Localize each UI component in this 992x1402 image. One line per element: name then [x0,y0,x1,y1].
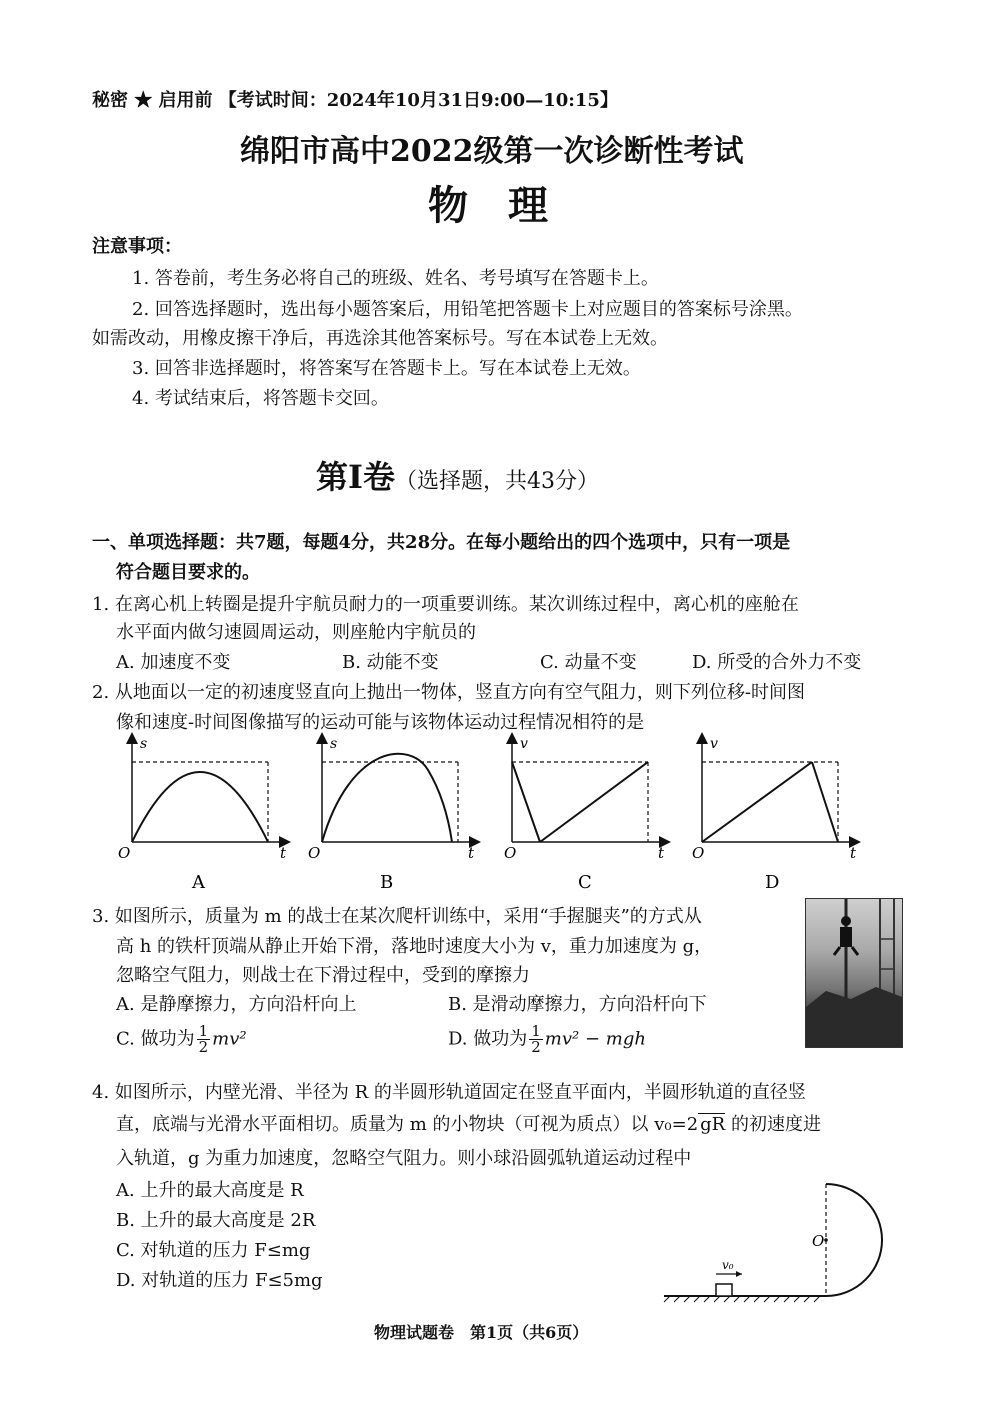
page-footer: 物理试题卷 第1页（共6页） [374,1323,589,1342]
block-icon [716,1284,732,1296]
q3-d-frac-den: 2 [531,1038,541,1056]
q1-option-b: B. 动能不变 [342,652,439,673]
q2-a-label: A [192,872,205,893]
q3-c-frac-num: 1 [198,1022,209,1040]
note-item-1: 1. 答卷前，考生务必将自己的班级、姓名、考号填写在答题卡上。 [132,268,659,289]
q2-graph-d [692,736,857,893]
q2-graphs [110,730,910,895]
q2-graph-c [504,736,665,893]
notes-heading: 注意事项： [92,236,182,257]
exam-title: 绵阳市高中2022级第一次诊断性考试 [240,134,744,169]
q2-b-label: B [380,872,394,893]
section-title: 第I卷 [316,458,395,496]
q3-c-frac-den: 2 [198,1038,209,1056]
q4-sqrt-content: gR [700,1114,726,1135]
q1-option-c: C. 动量不变 [540,652,637,673]
q2-b-origin: O [308,844,321,862]
center-label: O [812,1232,825,1250]
q3-option-a: A. 是静摩擦力，方向沿杆向上 [116,994,357,1015]
q4-stem-cont-a: 直，底端与光滑水平面相切。质量为 m 的小物块（可视为质点）以 v₀=2 [116,1114,699,1135]
q3-option-c [116,1024,247,1055]
q2-c-yaxis: v [520,736,528,752]
q1-option-d: D. 所受的合外力不变 [692,652,862,673]
secret-line: 秘密 ★ 启用前 【考试时间：2024年10月31日9:00—10:15】 [92,90,618,111]
q1-stem-cont: 水平面内做匀速圆周运动，则座舱内宇航员的 [116,622,476,643]
q4-sqrt [698,1113,725,1135]
q2-c-label: C [578,872,592,893]
soldier-climbing-photo [805,898,903,1048]
part1-instructions-cont: 符合题目要求的。 [116,562,260,583]
q3-d-fraction [529,1024,543,1055]
q4-option-d: D. 对轨道的压力 F≤5mg [116,1270,323,1291]
q3-c-fraction [197,1024,211,1055]
q3-c-expr: mv² [212,1028,247,1050]
part1-instructions: 一、单项选择题：共7题，每题4分，共28分。在每小题给出的四个选项中，只有一项是 [92,532,791,553]
semicircle-track-diagram [660,1172,920,1312]
q4-stem-cont-b: 的初速度进 [725,1114,821,1135]
q2-a-yaxis: s [140,736,148,752]
q2-d-yaxis: v [710,736,718,752]
q1-stem: 1. 在离心机上转圈是提升宇航员耐力的一项重要训练。某次训练过程中，离心机的座舱在 [92,594,799,615]
q2-a-xaxis: t [280,844,287,862]
q4-option-b: B. 上升的最大高度是 2R [116,1210,316,1231]
q2-a-origin: O [118,844,131,862]
q4-stem: 4. 如图所示，内壁光滑、半径为 R 的半圆形轨道固定在竖直平面内，半圆形轨道的直径竖 [92,1082,806,1103]
q2-d-xaxis: t [850,844,857,862]
q2-b-xaxis: t [468,844,475,862]
q2-d-origin: O [692,844,705,862]
section-heading [316,452,599,498]
q2-d-label: D [765,872,780,893]
q2-c-origin: O [504,844,517,862]
q3-option-d [448,1024,646,1055]
photo-illustration [806,899,902,1047]
note-item-3: 3. 回答非选择题时，将答案写在答题卡上。写在本试卷上无效。 [132,358,641,379]
q3-d-frac-num: 1 [531,1022,541,1040]
q4-option-a: A. 上升的最大高度是 R [116,1180,304,1201]
q4-option-c: C. 对轨道的压力 F≤mg [116,1240,311,1261]
q2-stem-cont: 像和速度-时间图像描写的运动可能与该物体运动过程情况相符的是 [116,712,645,733]
q3-stem-cont: 高 h 的铁杆顶端从静止开始下滑，落地时速度大小为 v，重力加速度为 g， [116,936,713,957]
subject-title: 物 理 [428,182,548,229]
q3-c-prefix: C. 做功为 [116,1028,195,1050]
q2-c-xaxis: t [658,844,665,862]
note-item-2: 2. 回答选择题时，选出每小题答案后，用铅笔把答题卡上对应题目的答案标号涂黑。 [132,299,803,320]
q1-option-a: A. 加速度不变 [116,652,231,673]
section-subtitle: （选择题，共43分） [394,469,599,494]
q3-stem-cont2: 忽略空气阻力，则战士在下滑过程中，受到的摩擦力 [116,965,530,986]
q2-stem: 2. 从地面以一定的初速度竖直向上抛出一物体，竖直方向有空气阻力，则下列位移-时间图 [92,682,805,703]
q4-stem-cont [116,1110,821,1136]
q3-d-expr: mv² − mgh [544,1028,646,1050]
q2-b-yaxis: s [330,736,338,752]
q2-graph-b [308,736,475,893]
q3-stem: 3. 如图所示，质量为 m 的战士在某次爬杆训练中，采用“手握腿夹”的方式从 [92,906,702,927]
velocity-label: v₀ [722,1258,734,1272]
q2-graph-a [118,736,287,893]
note-item-4: 4. 考试结束后，将答题卡交回。 [132,388,389,409]
q3-option-b: B. 是滑动摩擦力，方向沿杆向下 [448,994,707,1015]
q3-d-prefix: D. 做功为 [448,1028,528,1050]
q4-stem-cont2: 入轨道，g 为重力加速度，忽略空气阻力。则小球沿圆弧轨道运动过程中 [116,1148,692,1169]
note-item-2-cont: 如需改动，用橡皮擦干净后，再选涂其他答案标号。写在本试卷上无效。 [92,328,668,349]
